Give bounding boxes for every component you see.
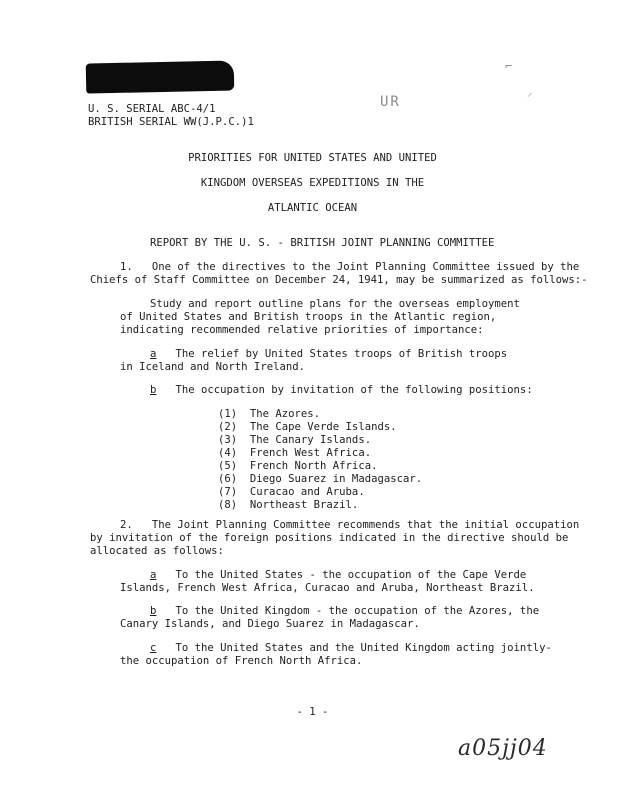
alloc-a-letter: a [150, 569, 157, 581]
directive-line2: of United States and British troops in the Atlantic region, [120, 311, 497, 323]
position-3: (3) The Canary Islands. [218, 434, 372, 446]
item-a-letter: a [150, 348, 157, 360]
redaction-bar [86, 60, 235, 93]
us-serial: U. S. SERIAL ABC-4/1 [88, 103, 216, 115]
item-a-line2: in Iceland and North Ireland. [120, 361, 305, 373]
para1-line2: Chiefs of Staff Committee on December 24, 1941, may be summarized as follows:- [90, 274, 588, 286]
title-line-2: KINGDOM OVERSEAS EXPEDITIONS IN THE [200, 177, 425, 189]
item-b-letter: b [150, 384, 157, 396]
corner-mark-2: ⸝ [527, 86, 533, 99]
british-serial: BRITISH SERIAL WW(J.P.C.)1 [88, 116, 254, 128]
stamp-mark: UR [380, 94, 401, 110]
directive-line1: Study and report outline plans for the overseas employment [150, 298, 520, 310]
position-1: (1) The Azores. [218, 408, 321, 420]
position-2: (2) The Cape Verde Islands. [218, 421, 397, 433]
title-line-3: ATLANTIC OCEAN [267, 202, 358, 214]
alloc-c-line2: the occupation of French North Africa. [120, 655, 363, 667]
position-4: (4) French West Africa. [218, 447, 372, 459]
para2-line2: by invitation of the foreign positions indicated in the directive should be [90, 532, 569, 544]
para1-line1: 1. One of the directives to the Joint Planning Committee issued by the [120, 261, 580, 273]
para2-line1: 2. The Joint Planning Committee recommends that the initial occupation [120, 519, 580, 531]
handwritten-id: a05jj04 [458, 736, 548, 761]
alloc-a-line2: Islands, French West Africa, Curacao and Aruba, Northeast Brazil. [120, 582, 535, 594]
alloc-b-line2: Canary Islands, and Diego Suarez in Madagascar. [120, 618, 420, 630]
item-b-line1: b The occupation by invitation of the following positions: [150, 384, 533, 396]
para2-line3: allocated as follows: [90, 545, 224, 557]
alloc-b-line1: b To the United Kingdom - the occupation of the Azores, the [150, 605, 540, 617]
item-a-line1: a The relief by United States troops of British troops [150, 348, 508, 360]
alloc-b-letter: b [150, 605, 157, 617]
position-6: (6) Diego Suarez in Madagascar. [218, 473, 423, 485]
page-number: - 1 - [296, 706, 329, 718]
position-7: (7) Curacao and Aruba. [218, 486, 365, 498]
corner-mark: ⌐ [505, 59, 513, 73]
title-line-1: PRIORITIES FOR UNITED STATES AND UNITED [188, 152, 437, 164]
report-heading: REPORT BY THE U. S. - BRITISH JOINT PLANNING COMMITTEE [150, 237, 495, 249]
position-8: (8) Northeast Brazil. [218, 499, 359, 511]
directive-line3: indicating recommended relative priorities of importance: [120, 324, 484, 336]
alloc-c-letter: c [150, 642, 157, 654]
alloc-a-line1: a To the United States - the occupation of the Cape Verde [150, 569, 527, 581]
alloc-c-line1: c To the United States and the United Kingdom acting jointly- [150, 642, 552, 654]
position-5: (5) French North Africa. [218, 460, 378, 472]
